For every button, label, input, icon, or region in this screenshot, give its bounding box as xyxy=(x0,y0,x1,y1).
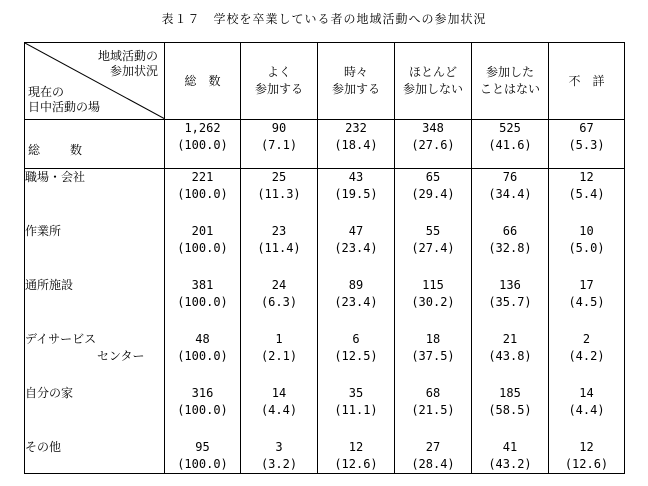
table-row xyxy=(25,385,625,439)
table-cell: 14 (4.4) xyxy=(549,385,625,439)
table-cell: 12 (5.4) xyxy=(549,169,625,224)
row-label: 自分の家 xyxy=(25,385,165,439)
table-cell: 232 (18.4) xyxy=(318,120,395,169)
table-cell: 14 (4.4) xyxy=(241,385,318,439)
table-cell: 27 (28.4) xyxy=(395,439,472,474)
row-label: その他 xyxy=(25,439,165,474)
row-label: 作業所 xyxy=(25,223,165,277)
table-row xyxy=(25,331,625,385)
table-cell: 1 (2.1) xyxy=(241,331,318,385)
row-label: 職場・会社 xyxy=(25,169,165,224)
table-cell: 10 (5.0) xyxy=(549,223,625,277)
table-cell: 381 (100.0) xyxy=(165,277,241,331)
table-cell: 185 (58.5) xyxy=(472,385,549,439)
table-cell: 136 (35.7) xyxy=(472,277,549,331)
table-cell: 95 (100.0) xyxy=(165,439,241,474)
participation-table xyxy=(24,42,625,474)
table-cell: 221 (100.0) xyxy=(165,169,241,224)
table-cell: 65 (29.4) xyxy=(395,169,472,224)
table-cell: 25 (11.3) xyxy=(241,169,318,224)
table-cell: 18 (37.5) xyxy=(395,331,472,385)
table-cell: 41 (43.2) xyxy=(472,439,549,474)
table-cell: 17 (4.5) xyxy=(549,277,625,331)
table-cell: 90 (7.1) xyxy=(241,120,318,169)
table-cell: 6 (12.5) xyxy=(318,331,395,385)
table-row xyxy=(25,169,625,224)
table-cell: 24 (6.3) xyxy=(241,277,318,331)
row-label: 総 数 xyxy=(25,120,165,169)
table-cell: 12 (12.6) xyxy=(318,439,395,474)
table-cell: 47 (23.4) xyxy=(318,223,395,277)
table-cell: 3 (3.2) xyxy=(241,439,318,474)
column-header-rarely: ほとんど 参加しない xyxy=(395,43,472,120)
column-header-total: 総 数 xyxy=(165,43,241,120)
corner-header-cell xyxy=(25,43,165,120)
table-cell: 525 (41.6) xyxy=(472,120,549,169)
table-cell: 43 (19.5) xyxy=(318,169,395,224)
table-cell: 201 (100.0) xyxy=(165,223,241,277)
table-cell: 316 (100.0) xyxy=(165,385,241,439)
table-cell: 115 (30.2) xyxy=(395,277,472,331)
table-cell: 2 (4.2) xyxy=(549,331,625,385)
table-cell: 48 (100.0) xyxy=(165,331,241,385)
table-cell: 35 (11.1) xyxy=(318,385,395,439)
table-cell: 21 (43.8) xyxy=(472,331,549,385)
table-cell: 66 (32.8) xyxy=(472,223,549,277)
column-header-sometimes: 時々 参加する xyxy=(318,43,395,120)
column-header-never: 参加した ことはない xyxy=(472,43,549,120)
table-cell: 68 (21.5) xyxy=(395,385,472,439)
table-cell: 76 (34.4) xyxy=(472,169,549,224)
header-row xyxy=(25,43,625,120)
table-title: 表１７ 学校を卒業している者の地域活動への参加状況 xyxy=(161,12,487,26)
table-cell: 12 (12.6) xyxy=(549,439,625,474)
table-cell: 23 (11.4) xyxy=(241,223,318,277)
table-row xyxy=(25,439,625,474)
table-cell: 67 (5.3) xyxy=(549,120,625,169)
table-cell: 348 (27.6) xyxy=(395,120,472,169)
table-cell: 1,262 (100.0) xyxy=(165,120,241,169)
table-row xyxy=(25,120,625,169)
table-cell: 89 (23.4) xyxy=(318,277,395,331)
table-row xyxy=(25,223,625,277)
column-header-unknown: 不 詳 xyxy=(549,43,625,120)
corner-row-axis-label: 現在の 日中活動の場 xyxy=(28,85,101,114)
row-label: デイサービス センター xyxy=(25,331,165,385)
table-cell: 55 (27.4) xyxy=(395,223,472,277)
corner-column-axis-label: 地域活動の 参加状況 xyxy=(97,49,158,78)
row-label: 通所施設 xyxy=(25,277,165,331)
column-header-often: よく 参加する xyxy=(241,43,318,120)
table-row xyxy=(25,277,625,331)
